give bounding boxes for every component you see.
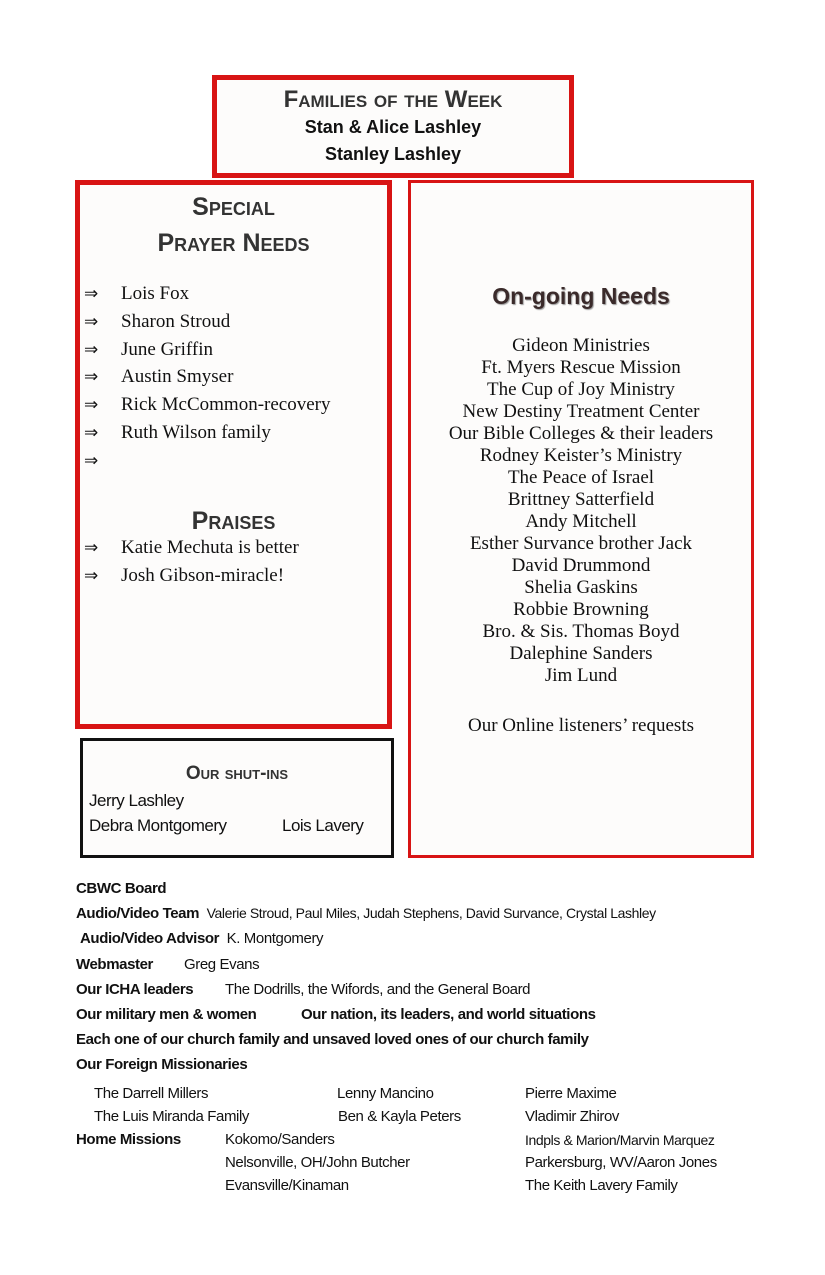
list-item: ⇒ Sharon Stroud	[84, 310, 231, 332]
families-of-week-box	[212, 75, 574, 178]
av-team-names: Valerie Stroud, Paul Miles, Judah Stephens, David Survance, Crystal Lashley	[206, 905, 656, 921]
family-name: Stan & Alice Lashley	[304, 117, 482, 137]
list-item: ⇒ June Griffin	[84, 338, 213, 360]
list-item: Jim Lund	[544, 665, 618, 686]
double-arrow-right-icon: ⇒	[84, 367, 99, 387]
webmaster-name: Greg Evans	[184, 956, 260, 973]
icha-label: Our ICHA leaders	[76, 981, 194, 998]
list-item: Esther Survance brother Jack	[469, 533, 693, 554]
list-item: ⇒ Rick McCommon-recovery	[84, 394, 331, 416]
home-mission: Parkersburg, WV/Aaron Jones	[525, 1154, 717, 1171]
home-mission: Kokomo/Sanders	[225, 1131, 335, 1148]
ongoing-needs-box	[408, 180, 754, 858]
list-item: ⇒ Austin Smyser	[84, 366, 234, 388]
ongoing-footer: Our Online listeners’ requests	[467, 715, 694, 736]
church-family-text: Each one of our church family and unsaved loved ones of our church family	[76, 1031, 589, 1048]
family-name: Stanley Lashley	[324, 144, 462, 164]
missionary: Pierre Maxime	[525, 1085, 617, 1102]
list-item: Gideon Ministries	[512, 335, 650, 356]
bottom-prayer-section	[76, 880, 816, 1210]
list-item: David Drummond	[511, 555, 651, 576]
shutin-name: Lois Lavery	[282, 816, 364, 835]
shutin-name: Jerry Lashley	[89, 791, 184, 810]
list-item: ⇒ Katie Mechuta is better	[84, 537, 299, 558]
list-item: ⇒ Ruth Wilson family	[84, 421, 271, 443]
list-item: New Destiny Treatment Center	[462, 401, 700, 422]
cbwc-label: CBWC Board	[76, 880, 167, 897]
missionary: Vladimir Zhirov	[525, 1108, 620, 1125]
ongoing-list	[411, 335, 751, 737]
prayer-needs-title: Prayer Needs	[157, 229, 310, 257]
double-arrow-right-icon: ⇒	[84, 339, 99, 359]
av-advisor-label: Audio/Video Advisor	[80, 930, 220, 947]
list-item: Our Bible Colleges & their leaders	[448, 423, 714, 444]
list-item: Shelia Gaskins	[524, 577, 638, 598]
webmaster-label: Webmaster	[76, 956, 153, 973]
double-arrow-right-icon: ⇒	[84, 311, 99, 331]
av-advisor-name: K. Montgomery	[226, 930, 324, 947]
shutins-title: Our shut-ins	[185, 763, 289, 784]
foreign-missionaries-label: Our Foreign Missionaries	[76, 1056, 248, 1073]
list-item: Brittney Satterfield	[507, 489, 655, 510]
military-text: Our military men & women	[76, 1006, 257, 1023]
home-missions-label: Home Missions	[76, 1131, 181, 1148]
list-item: Ft. Myers Rescue Mission	[481, 357, 681, 378]
list-item: Dalephine Sanders	[509, 643, 653, 664]
list-item: ⇒ Josh Gibson-miracle!	[84, 564, 285, 586]
families-title: Families of the Week	[283, 86, 503, 113]
home-mission: The Keith Lavery Family	[525, 1177, 678, 1194]
praises-title: Praises	[191, 507, 276, 535]
list-item: ⇒ Lois Fox	[84, 283, 190, 304]
missionary: The Darrell Millers	[94, 1085, 209, 1102]
nation-text: Our nation, its leaders, and world situations	[301, 1006, 596, 1023]
shutin-name: Debra Montgomery	[89, 816, 227, 835]
ongoing-title: On-going Needs	[492, 283, 670, 309]
shutins-box	[80, 738, 394, 858]
list-item: The Peace of Israel	[507, 467, 655, 488]
missionary: Ben & Kayla Peters	[338, 1108, 461, 1125]
prayer-list	[84, 283, 330, 478]
double-arrow-right-icon: ⇒	[84, 284, 99, 303]
list-item: Bro. & Sis. Thomas Boyd	[482, 621, 680, 642]
missionary: Lenny Mancino	[337, 1085, 434, 1102]
list-item: Rodney Keister’s Ministry	[479, 445, 683, 466]
list-item: Robbie Browning	[513, 599, 649, 620]
special-title: Special	[192, 193, 275, 221]
av-team-label: Audio/Video Team	[76, 905, 200, 922]
double-arrow-right-icon: ⇒	[84, 538, 99, 557]
double-arrow-right-icon: ⇒	[84, 422, 99, 442]
list-item: Andy Mitchell	[525, 511, 637, 532]
praises-list	[84, 537, 299, 593]
home-mission: Evansville/Kinaman	[225, 1177, 349, 1194]
special-prayer-box	[75, 180, 392, 729]
home-mission: Indpls & Marion/Marvin Marquez	[525, 1132, 715, 1148]
list-item	[84, 450, 330, 478]
double-arrow-right-icon: ⇒	[84, 565, 99, 585]
double-arrow-right-icon: ⇒	[84, 395, 99, 415]
list-item: The Cup of Joy Ministry	[487, 379, 675, 400]
home-mission: Nelsonville, OH/John Butcher	[225, 1154, 410, 1171]
double-arrow-right-icon: ⇒	[84, 450, 99, 470]
missionary: The Luis Miranda Family	[94, 1108, 250, 1125]
icha-names: The Dodrills, the Wifords, and the General Board	[225, 981, 531, 998]
